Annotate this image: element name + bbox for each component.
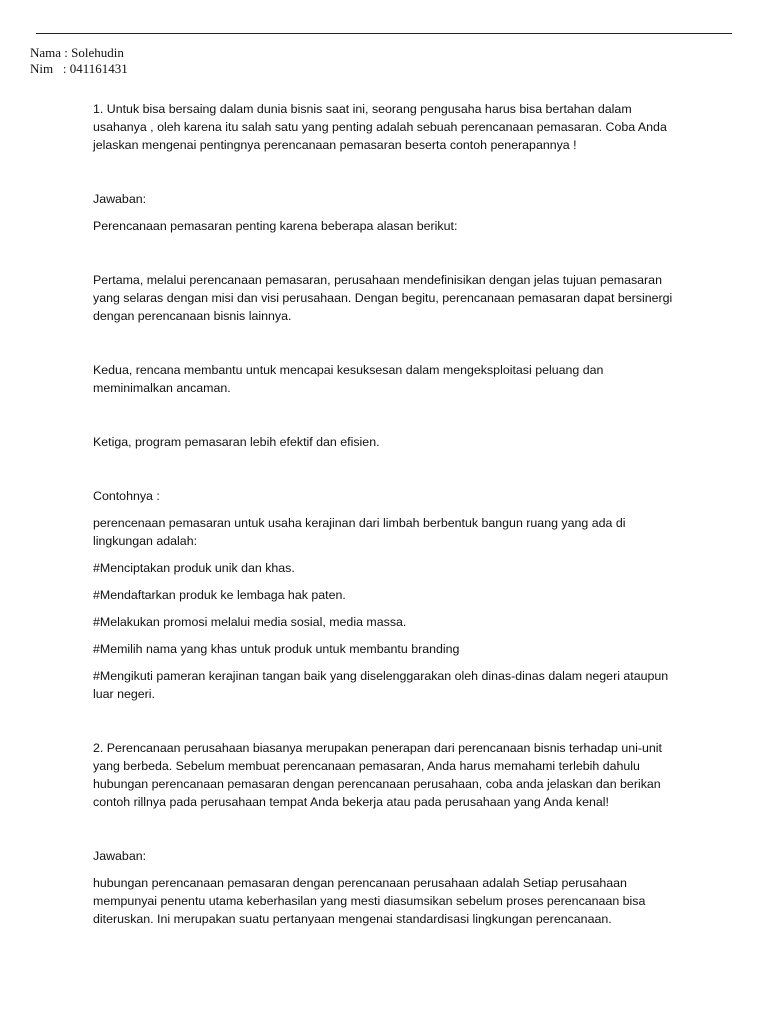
- answer-1-label: Jawaban:: [93, 192, 147, 206]
- student-name: Nama : Solehudin: [30, 45, 124, 60]
- answer-1-intro: Perencanaan pemasaran penting karena beberapa alasan berikut:: [93, 219, 458, 233]
- answer-1-reason-2: Kedua, rencana membantu untuk mencapai kesuksesan dalam mengeksploitasi peluang dan meminimalkan ancaman.: [93, 363, 604, 395]
- top-divider: [36, 33, 732, 34]
- answer-1-reason-3: Ketiga, program pemasaran lebih efektif dan efisien.: [93, 435, 380, 449]
- example-item-4: #Memilih nama yang khas untuk produk untuk membantu branding: [93, 642, 460, 656]
- example-intro: perencenaan pemasaran untuk usaha kerajinan dari limbah berbentuk bangun ruang yang ada di lingkungan adalah:: [93, 516, 626, 548]
- example-item-3: #Melakukan promosi melalui media sosial, media massa.: [93, 615, 407, 629]
- example-item-2: #Mendaftarkan produk ke lembaga hak paten.: [93, 588, 346, 602]
- document-body: [93, 100, 683, 928]
- answer-1-reason-1: Pertama, melalui perencanaan pemasaran, perusahaan mendefinisikan dengan jelas tujuan pemasaran yang selaras dengan misi dan visi perusahaan. Dengan begitu, perencanaan pemasaran dapat bersinergi dengan perencanaan bisnis lainnya.: [93, 273, 673, 323]
- student-header: [30, 45, 128, 77]
- example-item-1: #Menciptakan produk unik dan khas.: [93, 561, 295, 575]
- example-label: Contohnya :: [93, 489, 160, 503]
- student-nim: Nim : 041161431: [30, 61, 128, 76]
- answer-2-label: Jawaban:: [93, 849, 147, 863]
- answer-2-text: hubungan perencanaan pemasaran dengan perencanaan perusahaan adalah Setiap perusahaan mempunyai penentu utama keberhasilan yang mesti diasumsikan sebelum proses perencanaan bisa diteruskan. Ini merupakan suatu pertanyaan mengenai standardisasi lingkungan perencanaan.: [93, 876, 646, 926]
- question-1: 1. Untuk bisa bersaing dalam dunia bisnis saat ini, seorang pengusaha harus bisa bertahan dalam usahanya , oleh karena itu salah satu yang penting adalah sebuah perencanaan pemasaran. Coba Anda jelaskan mengenai pentingnya perencanaan pemasaran beserta contoh penerapannya !: [93, 102, 667, 152]
- question-2: 2. Perencanaan perusahaan biasanya merupakan penerapan dari perencanaan bisnis terhadap uni-unit yang berbeda. Sebelum membuat perencanaan pemasaran, Anda harus memahami terlebih dahulu hubungan perencanaan pemasaran dengan perencanaan perusahaan, coba anda jelaskan dan berikan contoh rillnya pada perusahaan tempat Anda bekerja atau pada perusahaan yang Anda kenal!: [93, 741, 663, 809]
- example-item-5: #Mengikuti pameran kerajinan tangan baik yang diselenggarakan oleh dinas-dinas dalam negeri ataupun luar negeri.: [93, 669, 669, 701]
